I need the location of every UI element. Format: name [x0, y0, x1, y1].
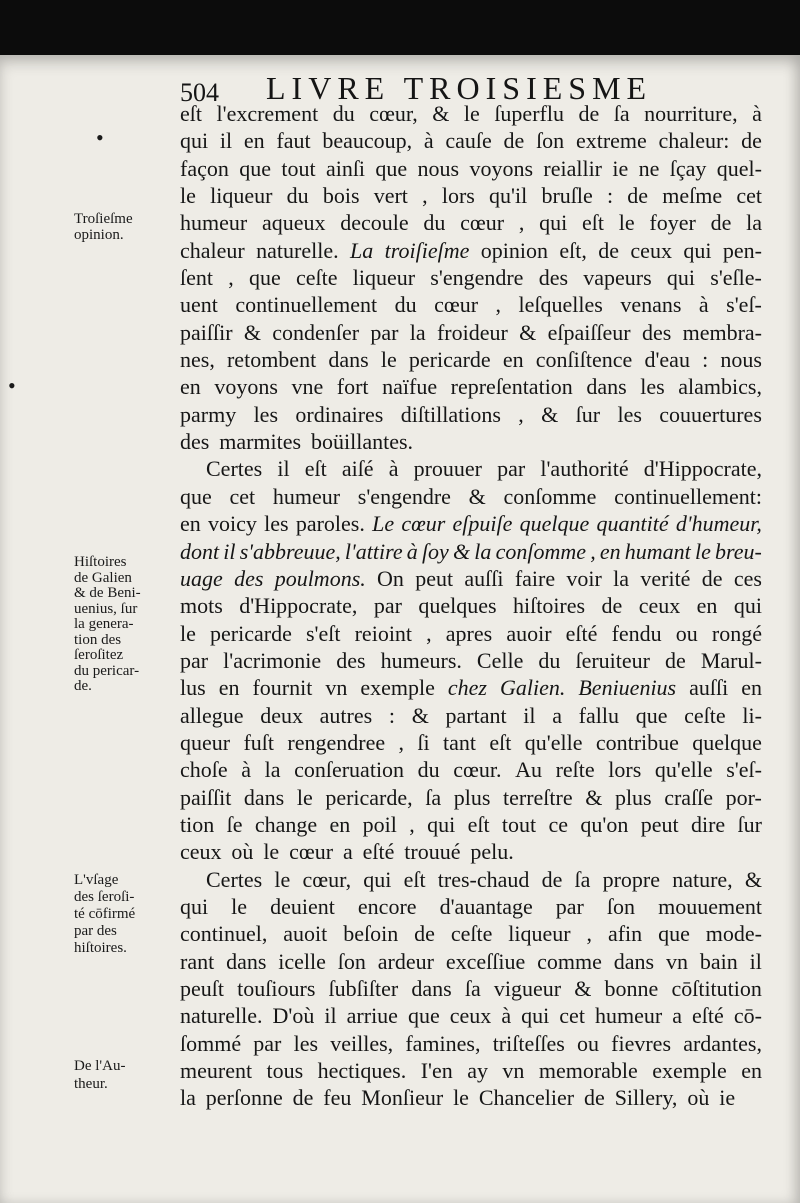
text-line: chaleur naturelle. La troiſieſme opinion eſt, de ceux qui pen-	[180, 237, 762, 263]
text-line: humeur aqueux decoule du cœur , qui eſt le foyer de la	[180, 210, 762, 236]
text-line: choſe à la conſeruation du cœur. Au reſte lors qu'elle s'eſ-	[180, 757, 762, 783]
margin-notes	[0, 55, 178, 1203]
text-line: que cet humeur s'engendre & conſomme continuellement:	[180, 483, 762, 509]
text-line: dont il s'abbreuue, l'attire à ſoy & la conſomme , en humant le breu-	[180, 538, 762, 564]
text-line: eſt l'excrement du cœur, & le ſuperflu de ſa nourriture, à	[180, 101, 762, 126]
running-title: LIVRE TROISIESME	[266, 70, 653, 106]
text-line: ſent , que ceſte liqueur s'engendre des vapeurs qui s'eſle-	[180, 265, 762, 291]
text-line: en voyons vne fort naïfue repreſentation dans les alambics,	[180, 374, 762, 400]
text-line: queur fuſt rengendree , ſi tant eſt qu'elle contribue quelque	[180, 729, 762, 755]
text-line: qui le deuient encore d'auantage par ſon mouuement	[180, 893, 762, 919]
text-line: rant dans icelle ſon ardeur exceſſiue comme dans vn bain il	[180, 948, 762, 974]
text-line: lus en fournit vn exemple chez Galien. Beniuenius auſſi en	[180, 675, 762, 701]
text-line: parmy les ordinaires diſtillations , & ſur les couuertures	[180, 401, 762, 427]
text-line: uage des poulmons. On peut auſſi faire voir la verité de ces	[180, 565, 762, 591]
text-line: continuel, auoit beſoin de ceſte liqueur , afin que mode-	[180, 921, 762, 947]
text-line: meurent tous hectiques. I'en ay vn memorable exemple en	[180, 1058, 762, 1084]
text-line: ſommé par les veilles, famines, triſteſſes ou fievres ardantes,	[180, 1030, 762, 1056]
text-line: des marmites boüillantes.	[180, 429, 414, 455]
text-line: le pericarde s'eſt reioint , apres auoir eſté fendu ou rongé	[180, 620, 762, 646]
text-line: naturelle. D'où il arriue que ceux à qui cet humeur a eſté cō-	[180, 1003, 762, 1029]
text-line: uent continuellement du cœur , leſquelles venans à s'eſ-	[180, 292, 762, 318]
text-line: paiſſit dans le pericarde, ſa plus terreſtre & plus craſſe por-	[180, 784, 762, 810]
text-line: nes, retombent dans le pericarde en conſiſtence d'eau : nous	[180, 347, 762, 373]
text-line: peuſt touſiours ſubſiſter dans ſa vigueur & bonne cōſtitution	[180, 976, 762, 1001]
text-line: façon que tout ainſi que nous voyons reiallir ie ne ſçay quel-	[180, 155, 762, 181]
body-text	[180, 100, 762, 1112]
margin-mark: •	[8, 373, 16, 398]
text-line: mots d'Hippocrate, par quelques hiſtoires de ceux en qui	[180, 593, 762, 619]
margin-note: De l'Au- theur.	[74, 1058, 126, 1092]
text-line: tion ſe change en poil , qui eſt tout ce qu'on peut dire ſur	[180, 811, 762, 837]
margin-note: Troſieſme opinion.	[74, 211, 133, 243]
text-line: Certes le cœur, qui eſt tres-chaud de ſa propre nature, &	[206, 866, 762, 892]
margin-mark: •	[96, 125, 104, 150]
text-line: par l'acrimonie des humeurs. Celle du ſeruiteur de Marul-	[180, 647, 762, 673]
margin-note: L'vſage des ſeroſi- té cōfirmé par des hiſtoires.	[74, 872, 136, 956]
book-page	[0, 55, 800, 1203]
text-line: paiſſir & condenſer par la froideur & eſpaiſſeur des membra-	[180, 319, 762, 345]
text-line: ceux où le cœur a eſté trouué pelu.	[180, 839, 514, 865]
text-line: Certes il eſt aiſé à prouuer par l'authorité d'Hippocrate,	[206, 456, 762, 482]
text-line: allegue deux autres : & partant il a fallu que ceſte li-	[180, 702, 762, 728]
text-line: le liqueur du bois vert , lors qu'il bruſle : de meſme cet	[180, 183, 762, 209]
text-line: qui il en faut beaucoup, à cauſe de ſon extreme chaleur: de	[180, 128, 762, 154]
text-line: la perſonne de feu Monſieur le Chancelier de Sillery, où ie	[180, 1085, 736, 1111]
text-line: en voicy les paroles. Le cœur eſpuiſe quelque quantité d'humeur,	[180, 511, 762, 537]
margin-note: Hiſtoires de Galien & de Beni- uenius, ſur la genera- tion des ſeroſitez du pericar- de.	[74, 554, 141, 694]
page-number: 504	[180, 78, 219, 107]
